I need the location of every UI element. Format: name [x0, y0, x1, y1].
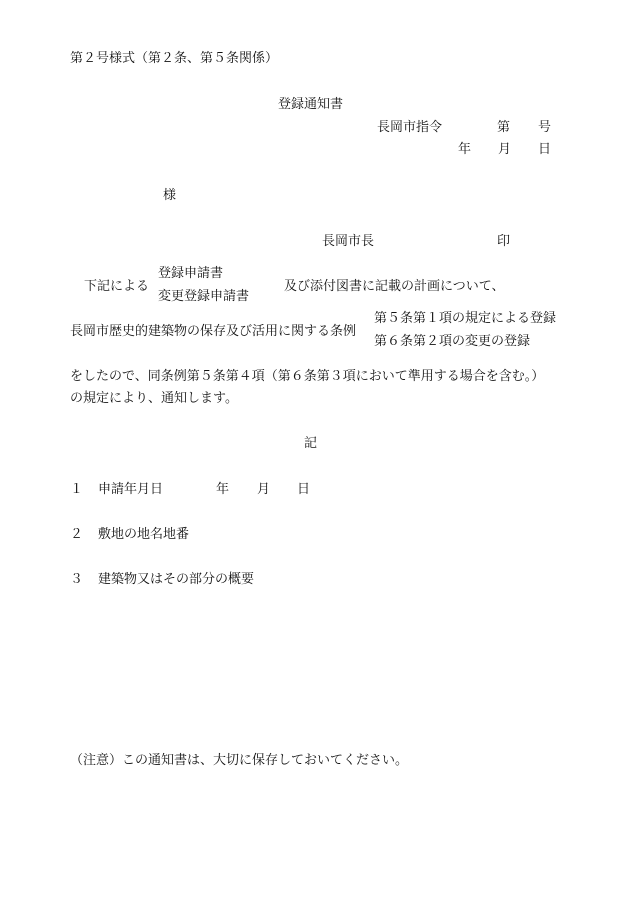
item-2-number: ２: [70, 527, 84, 542]
footer-note: （注意）この通知書は、大切に保存しておいてください。: [70, 753, 409, 768]
line1-tail: 及び添付図書に記載の計画について、: [284, 279, 505, 294]
line1-option-a: 登録申請書: [158, 266, 224, 281]
line1-option-b: 変更登録申請書: [158, 289, 250, 304]
body-line3: をしたので、同条例第５条第４項（第６条第３項において準用する場合を含む。）: [70, 369, 545, 384]
order-go: 号: [538, 120, 552, 135]
item-1-month: 月: [257, 482, 271, 497]
line2-lead: 長岡市歴史的建築物の保存及び活用に関する条例: [70, 324, 357, 339]
line1-lead: 下記による: [84, 279, 150, 294]
item-1-label: 申請年月日: [98, 482, 164, 497]
date-month: 月: [498, 142, 512, 157]
order-dai: 第: [497, 120, 511, 135]
item-1-number: １: [70, 482, 84, 497]
line2-option-b: 第６条第２項の変更の登録: [374, 334, 531, 349]
order-prefix: 長岡市指令: [377, 120, 443, 135]
item-3-number: ３: [70, 572, 84, 587]
date-day: 日: [538, 142, 552, 157]
issuer-name: 長岡市長: [322, 234, 375, 249]
body-line4: の規定により、通知します。: [70, 391, 238, 406]
date-year: 年: [458, 142, 472, 157]
item-1-year: 年: [216, 482, 230, 497]
form-number: 第２号様式（第２条、第５条関係）: [70, 51, 279, 66]
item-1-day: 日: [297, 482, 311, 497]
addressee-suffix: 様: [163, 188, 177, 203]
seal-mark: 印: [497, 234, 511, 249]
ki-heading: 記: [304, 436, 318, 451]
document-title: 登録通知書: [278, 97, 344, 112]
line2-option-a: 第５条第１項の規定による登録: [374, 311, 557, 326]
item-2-label: 敷地の地名地番: [98, 527, 190, 542]
item-3-label: 建築物又はその部分の概要: [98, 572, 255, 587]
